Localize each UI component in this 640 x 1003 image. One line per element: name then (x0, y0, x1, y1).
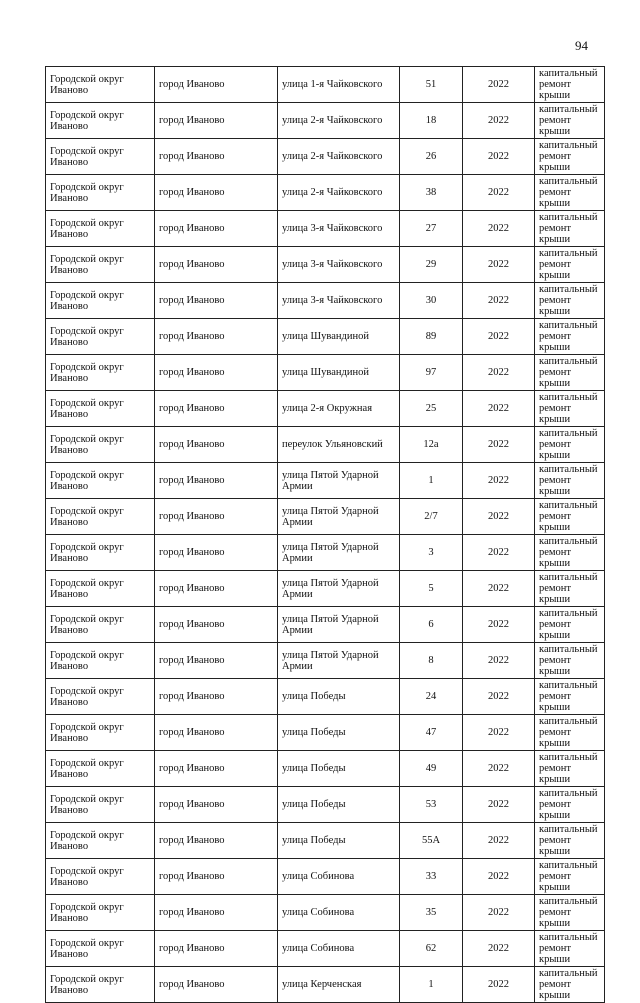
cell-house-number: 33 (400, 859, 463, 895)
cell-year: 2022 (463, 823, 535, 859)
cell-city: город Иваново (155, 931, 278, 967)
table-row (46, 823, 605, 859)
table-row (46, 715, 605, 751)
cell-street: переулок Ульяновский (278, 427, 400, 463)
cell-year: 2022 (463, 931, 535, 967)
cell-house-number: 24 (400, 679, 463, 715)
cell-year: 2022 (463, 967, 535, 1003)
cell-year: 2022 (463, 499, 535, 535)
cell-work-type: капитальный ремонт крыши (535, 535, 605, 571)
cell-city: город Иваново (155, 355, 278, 391)
table-row (46, 679, 605, 715)
cell-okrug: Городской округ Иваново (46, 895, 155, 931)
cell-street: улица Победы (278, 679, 400, 715)
cell-okrug: Городской округ Иваново (46, 571, 155, 607)
cell-year: 2022 (463, 319, 535, 355)
table-row (46, 535, 605, 571)
table-row (46, 751, 605, 787)
cell-work-type: капитальный ремонт крыши (535, 571, 605, 607)
cell-house-number: 55А (400, 823, 463, 859)
cell-house-number: 51 (400, 67, 463, 103)
cell-okrug: Городской округ Иваново (46, 715, 155, 751)
cell-okrug: Городской округ Иваново (46, 643, 155, 679)
cell-work-type: капитальный ремонт крыши (535, 787, 605, 823)
cell-street: улица 2-я Чайковского (278, 139, 400, 175)
cell-house-number: 27 (400, 211, 463, 247)
cell-city: город Иваново (155, 859, 278, 895)
cell-okrug: Городской округ Иваново (46, 139, 155, 175)
cell-work-type: капитальный ремонт крыши (535, 679, 605, 715)
cell-house-number: 8 (400, 643, 463, 679)
table-row (46, 355, 605, 391)
cell-street: улица Пятой Ударной Армии (278, 571, 400, 607)
cell-year: 2022 (463, 535, 535, 571)
cell-work-type: капитальный ремонт крыши (535, 643, 605, 679)
table-row (46, 967, 605, 1003)
cell-house-number: 35 (400, 895, 463, 931)
cell-year: 2022 (463, 715, 535, 751)
table-row (46, 427, 605, 463)
table-row (46, 931, 605, 967)
cell-city: город Иваново (155, 535, 278, 571)
cell-okrug: Городской округ Иваново (46, 679, 155, 715)
cell-city: город Иваново (155, 967, 278, 1003)
cell-year: 2022 (463, 643, 535, 679)
cell-street: улица Победы (278, 751, 400, 787)
cell-work-type: капитальный ремонт крыши (535, 715, 605, 751)
cell-okrug: Городской округ Иваново (46, 499, 155, 535)
cell-year: 2022 (463, 139, 535, 175)
cell-city: город Иваново (155, 103, 278, 139)
cell-street: улица Пятой Ударной Армии (278, 535, 400, 571)
cell-street: улица Пятой Ударной Армии (278, 607, 400, 643)
cell-house-number: 49 (400, 751, 463, 787)
table-row (46, 391, 605, 427)
cell-work-type: капитальный ремонт крыши (535, 859, 605, 895)
cell-city: город Иваново (155, 895, 278, 931)
cell-street: улица Победы (278, 787, 400, 823)
cell-okrug: Городской округ Иваново (46, 391, 155, 427)
cell-work-type: капитальный ремонт крыши (535, 499, 605, 535)
cell-house-number: 97 (400, 355, 463, 391)
cell-work-type: капитальный ремонт крыши (535, 355, 605, 391)
cell-house-number: 47 (400, 715, 463, 751)
cell-work-type: капитальный ремонт крыши (535, 463, 605, 499)
cell-street: улица Победы (278, 715, 400, 751)
cell-okrug: Городской округ Иваново (46, 607, 155, 643)
cell-work-type: капитальный ремонт крыши (535, 247, 605, 283)
table-body (46, 67, 605, 1003)
cell-city: город Иваново (155, 319, 278, 355)
page-number: 94 (575, 38, 588, 53)
cell-year: 2022 (463, 391, 535, 427)
cell-work-type: капитальный ремонт крыши (535, 211, 605, 247)
table-row (46, 67, 605, 103)
cell-house-number: 62 (400, 931, 463, 967)
cell-street: улица Шувандиной (278, 319, 400, 355)
cell-okrug: Городской округ Иваново (46, 427, 155, 463)
cell-street: улица 3-я Чайковского (278, 247, 400, 283)
cell-year: 2022 (463, 571, 535, 607)
cell-house-number: 1 (400, 463, 463, 499)
cell-okrug: Городской округ Иваново (46, 103, 155, 139)
cell-work-type: капитальный ремонт крыши (535, 67, 605, 103)
cell-house-number: 1 (400, 967, 463, 1003)
cell-year: 2022 (463, 211, 535, 247)
cell-work-type: капитальный ремонт крыши (535, 139, 605, 175)
cell-city: город Иваново (155, 139, 278, 175)
cell-house-number: 3 (400, 535, 463, 571)
cell-okrug: Городской округ Иваново (46, 67, 155, 103)
cell-city: город Иваново (155, 571, 278, 607)
cell-house-number: 29 (400, 247, 463, 283)
cell-year: 2022 (463, 67, 535, 103)
cell-house-number: 38 (400, 175, 463, 211)
cell-work-type: капитальный ремонт крыши (535, 103, 605, 139)
cell-city: город Иваново (155, 823, 278, 859)
cell-city: город Иваново (155, 175, 278, 211)
cell-city: город Иваново (155, 787, 278, 823)
cell-year: 2022 (463, 427, 535, 463)
cell-street: улица Пятой Ударной Армии (278, 643, 400, 679)
cell-okrug: Городской округ Иваново (46, 355, 155, 391)
cell-work-type: капитальный ремонт крыши (535, 283, 605, 319)
cell-street: улица Собинова (278, 859, 400, 895)
table-row (46, 607, 605, 643)
cell-city: город Иваново (155, 247, 278, 283)
table-row (46, 211, 605, 247)
cell-house-number: 25 (400, 391, 463, 427)
cell-work-type: капитальный ремонт крыши (535, 319, 605, 355)
cell-okrug: Городской округ Иваново (46, 823, 155, 859)
cell-year: 2022 (463, 751, 535, 787)
table-row (46, 859, 605, 895)
cell-okrug: Городской округ Иваново (46, 859, 155, 895)
cell-street: улица Собинова (278, 931, 400, 967)
cell-year: 2022 (463, 607, 535, 643)
cell-okrug: Городской округ Иваново (46, 931, 155, 967)
cell-okrug: Городской округ Иваново (46, 967, 155, 1003)
cell-okrug: Городской округ Иваново (46, 283, 155, 319)
cell-year: 2022 (463, 103, 535, 139)
cell-year: 2022 (463, 679, 535, 715)
cell-street: улица Пятой Ударной Армии (278, 463, 400, 499)
cell-okrug: Городской округ Иваново (46, 247, 155, 283)
cell-city: город Иваново (155, 463, 278, 499)
table-row (46, 319, 605, 355)
cell-house-number: 26 (400, 139, 463, 175)
cell-city: город Иваново (155, 67, 278, 103)
cell-city: город Иваново (155, 283, 278, 319)
cell-okrug: Городской округ Иваново (46, 319, 155, 355)
cell-house-number: 12а (400, 427, 463, 463)
cell-okrug: Городской округ Иваново (46, 535, 155, 571)
table-row (46, 463, 605, 499)
cell-work-type: капитальный ремонт крыши (535, 391, 605, 427)
cell-street: улица Шувандиной (278, 355, 400, 391)
table-row (46, 175, 605, 211)
cell-okrug: Городской округ Иваново (46, 211, 155, 247)
table-row (46, 139, 605, 175)
table-row (46, 787, 605, 823)
cell-work-type: капитальный ремонт крыши (535, 607, 605, 643)
cell-city: город Иваново (155, 643, 278, 679)
table-row (46, 499, 605, 535)
cell-year: 2022 (463, 463, 535, 499)
table-row (46, 571, 605, 607)
cell-work-type: капитальный ремонт крыши (535, 175, 605, 211)
cell-year: 2022 (463, 247, 535, 283)
cell-year: 2022 (463, 355, 535, 391)
cell-city: город Иваново (155, 391, 278, 427)
table-row (46, 103, 605, 139)
cell-street: улица 2-я Чайковского (278, 103, 400, 139)
cell-city: город Иваново (155, 715, 278, 751)
table-row (46, 283, 605, 319)
cell-street: улица Керченская (278, 967, 400, 1003)
cell-house-number: 6 (400, 607, 463, 643)
cell-house-number: 18 (400, 103, 463, 139)
cell-okrug: Городской округ Иваново (46, 463, 155, 499)
cell-city: город Иваново (155, 211, 278, 247)
cell-year: 2022 (463, 895, 535, 931)
cell-okrug: Городской округ Иваново (46, 787, 155, 823)
cell-okrug: Городской округ Иваново (46, 175, 155, 211)
cell-work-type: капитальный ремонт крыши (535, 427, 605, 463)
cell-year: 2022 (463, 787, 535, 823)
cell-street: улица 3-я Чайковского (278, 283, 400, 319)
cell-street: улица 2-я Окружная (278, 391, 400, 427)
cell-work-type: капитальный ремонт крыши (535, 751, 605, 787)
cell-year: 2022 (463, 283, 535, 319)
cell-house-number: 30 (400, 283, 463, 319)
cell-year: 2022 (463, 175, 535, 211)
cell-city: город Иваново (155, 679, 278, 715)
cell-okrug: Городской округ Иваново (46, 751, 155, 787)
cell-house-number: 5 (400, 571, 463, 607)
table-row (46, 643, 605, 679)
cell-street: улица Собинова (278, 895, 400, 931)
cell-work-type: капитальный ремонт крыши (535, 967, 605, 1003)
cell-city: город Иваново (155, 751, 278, 787)
cell-house-number: 2/7 (400, 499, 463, 535)
cell-work-type: капитальный ремонт крыши (535, 895, 605, 931)
cell-street: улица Победы (278, 823, 400, 859)
cell-street: улица 3-я Чайковского (278, 211, 400, 247)
cell-street: улица Пятой Ударной Армии (278, 499, 400, 535)
cell-city: город Иваново (155, 427, 278, 463)
cell-work-type: капитальный ремонт крыши (535, 931, 605, 967)
cell-city: город Иваново (155, 499, 278, 535)
cell-street: улица 1-я Чайковского (278, 67, 400, 103)
cell-house-number: 53 (400, 787, 463, 823)
cell-year: 2022 (463, 859, 535, 895)
cell-city: город Иваново (155, 607, 278, 643)
table-row (46, 895, 605, 931)
table-row (46, 247, 605, 283)
cell-house-number: 89 (400, 319, 463, 355)
cell-street: улица 2-я Чайковского (278, 175, 400, 211)
cell-work-type: капитальный ремонт крыши (535, 823, 605, 859)
repair-register-table (45, 66, 605, 1003)
